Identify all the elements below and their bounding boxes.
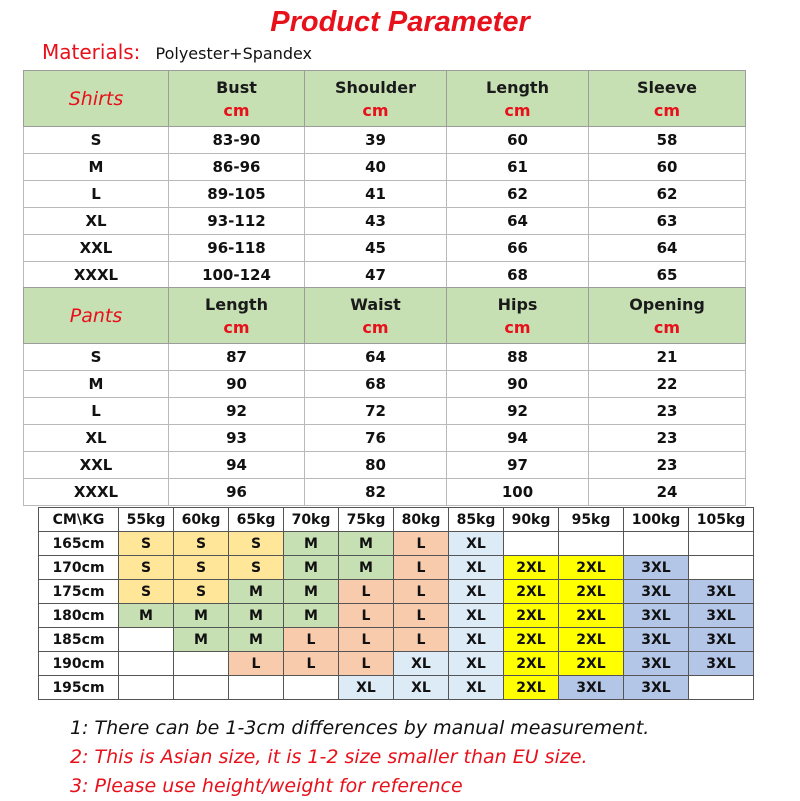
size-cell: XL [394, 652, 449, 676]
size-label-cell: XXXL [24, 262, 169, 289]
table-cell: 64 [447, 208, 589, 235]
weight-header-cell: 95kg [559, 508, 624, 532]
size-cell: 2XL [504, 652, 559, 676]
height-label-cell: 170cm [39, 556, 119, 580]
column-unit: cm [223, 317, 250, 337]
chart-row [39, 676, 754, 700]
size-cell: L [284, 628, 339, 652]
size-cell: 2XL [504, 628, 559, 652]
shirts-header-cell [589, 71, 746, 127]
column-name: Length [205, 294, 268, 314]
chart-row [39, 604, 754, 628]
table-cell: 22 [589, 371, 746, 398]
size-cell: L [394, 604, 449, 628]
column-unit: cm [653, 100, 681, 120]
table-cell: 68 [447, 262, 589, 289]
shirts-header-cell [305, 71, 447, 127]
weight-header-cell: 85kg [449, 508, 504, 532]
pants-category-label: Pants [24, 288, 169, 344]
table-cell: 100 [447, 479, 589, 506]
height-label-cell: 185cm [39, 628, 119, 652]
table-cell: 63 [589, 208, 746, 235]
column-unit: cm [223, 100, 250, 120]
height-label-cell: 165cm [39, 532, 119, 556]
size-cell: XL [339, 676, 394, 700]
size-cell [119, 676, 174, 700]
table-cell: 66 [447, 235, 589, 262]
materials-value: Polyester+Spandex [155, 44, 313, 63]
column-name: Hips [497, 294, 538, 314]
table-cell: 96-118 [169, 235, 305, 262]
size-cell: M [119, 604, 174, 628]
table-cell: 80 [305, 452, 447, 479]
table-cell: 96 [169, 479, 305, 506]
size-cell: L [339, 628, 394, 652]
table-cell: 93-112 [169, 208, 305, 235]
weight-header-cell: 105kg [689, 508, 754, 532]
table-cell: 43 [305, 208, 447, 235]
table-row [24, 154, 746, 181]
size-cell: S [174, 580, 229, 604]
table-cell: 45 [305, 235, 447, 262]
size-cell: L [394, 556, 449, 580]
size-cell: 3XL [689, 580, 754, 604]
column-unit: cm [504, 100, 531, 120]
size-cell: 3XL [624, 556, 689, 580]
size-cell: 2XL [559, 652, 624, 676]
table-row [24, 398, 746, 425]
note-measurement: 1: There can be 1-3cm differences by manual measurement. [70, 717, 650, 739]
size-cell [174, 676, 229, 700]
size-cell: S [119, 556, 174, 580]
notes [70, 714, 649, 801]
pants-header-cell [169, 288, 305, 344]
size-cell: 3XL [624, 628, 689, 652]
size-cell: M [229, 604, 284, 628]
height-label-cell: 180cm [39, 604, 119, 628]
size-cell [174, 652, 229, 676]
chart-header-row [39, 508, 754, 532]
size-cell: XL [449, 676, 504, 700]
pants-header-cell [447, 288, 589, 344]
height-label-cell: 190cm [39, 652, 119, 676]
weight-header-cell: 100kg [624, 508, 689, 532]
shirts-size-table [23, 70, 746, 289]
pants-header-row [24, 288, 746, 344]
column-name: Opening [629, 294, 705, 314]
size-cell: 3XL [624, 604, 689, 628]
table-cell: 41 [305, 181, 447, 208]
table-cell: 65 [589, 262, 746, 289]
table-cell: 86-96 [169, 154, 305, 181]
size-cell: 2XL [559, 580, 624, 604]
table-cell: 62 [589, 181, 746, 208]
size-cell: XL [449, 652, 504, 676]
size-cell: 3XL [689, 628, 754, 652]
table-row [24, 181, 746, 208]
chart-row [39, 580, 754, 604]
size-cell: 2XL [504, 580, 559, 604]
materials-line [42, 39, 312, 65]
table-cell: 23 [589, 425, 746, 452]
column-name: Shoulder [335, 77, 416, 97]
table-row [24, 371, 746, 398]
size-cell: 3XL [624, 652, 689, 676]
table-cell: 23 [589, 398, 746, 425]
column-name: Bust [216, 77, 257, 97]
column-unit: cm [362, 100, 389, 120]
table-row [24, 127, 746, 154]
weight-header-cell: 70kg [284, 508, 339, 532]
table-cell: 68 [305, 371, 447, 398]
size-cell [504, 532, 559, 556]
weight-header-cell: 65kg [229, 508, 284, 532]
size-cell: L [229, 652, 284, 676]
size-cell: M [284, 532, 339, 556]
size-cell: 3XL [559, 676, 624, 700]
height-label-cell: 195cm [39, 676, 119, 700]
table-cell: 60 [589, 154, 746, 181]
chart-row [39, 628, 754, 652]
table-cell: 87 [169, 344, 305, 371]
table-cell: 100-124 [169, 262, 305, 289]
table-row [24, 425, 746, 452]
column-unit: cm [504, 317, 531, 337]
table-cell: 89-105 [169, 181, 305, 208]
size-cell: S [119, 532, 174, 556]
table-cell: 47 [305, 262, 447, 289]
table-cell: 90 [447, 371, 589, 398]
size-cell: L [339, 604, 394, 628]
size-cell: M [229, 628, 284, 652]
size-cell: S [229, 532, 284, 556]
size-cell: XL [449, 604, 504, 628]
table-cell: 61 [447, 154, 589, 181]
size-cell: S [174, 532, 229, 556]
size-cell: 2XL [504, 604, 559, 628]
size-cell: M [339, 532, 394, 556]
size-cell [119, 652, 174, 676]
pants-header-cell [305, 288, 447, 344]
size-label-cell: XL [24, 425, 169, 452]
size-cell: M [174, 604, 229, 628]
size-cell: M [229, 580, 284, 604]
size-label-cell: XXXL [24, 479, 169, 506]
table-cell: 76 [305, 425, 447, 452]
size-cell: L [339, 652, 394, 676]
size-cell [229, 676, 284, 700]
shirts-header-cell [169, 71, 305, 127]
size-label-cell: M [24, 371, 169, 398]
size-label-cell: XL [24, 208, 169, 235]
size-cell: L [339, 580, 394, 604]
shirts-header-cell [447, 71, 589, 127]
chart-corner-label: CM\KG [39, 508, 119, 532]
size-cell: L [394, 580, 449, 604]
table-cell: 62 [447, 181, 589, 208]
table-cell: 94 [169, 452, 305, 479]
table-cell: 64 [589, 235, 746, 262]
table-cell: 82 [305, 479, 447, 506]
table-cell: 39 [305, 127, 447, 154]
shirts-category-label: Shirts [24, 71, 169, 127]
pants-size-table [23, 287, 746, 506]
size-cell [689, 532, 754, 556]
column-name: Waist [350, 294, 401, 314]
table-cell: 93 [169, 425, 305, 452]
table-row [24, 479, 746, 506]
size-label-cell: M [24, 154, 169, 181]
chart-row [39, 532, 754, 556]
size-label-cell: S [24, 127, 169, 154]
note-asian-size: 2: This is Asian size, it is 1-2 size smaller than EU size. [70, 746, 588, 768]
table-cell: 94 [447, 425, 589, 452]
table-cell: 21 [589, 344, 746, 371]
note-reference: 3: Please use height/weight for reference [70, 775, 463, 797]
size-cell: XL [394, 676, 449, 700]
size-cell: 2XL [504, 676, 559, 700]
weight-header-cell: 90kg [504, 508, 559, 532]
size-cell: 3XL [624, 676, 689, 700]
size-cell: XL [449, 580, 504, 604]
size-cell: 3XL [689, 604, 754, 628]
table-row [24, 235, 746, 262]
size-cell: 2XL [559, 556, 624, 580]
size-cell [119, 628, 174, 652]
size-cell: 2XL [559, 628, 624, 652]
size-cell: L [284, 652, 339, 676]
size-cell: 2XL [504, 556, 559, 580]
table-cell: 40 [305, 154, 447, 181]
table-cell: 92 [447, 398, 589, 425]
table-cell: 60 [447, 127, 589, 154]
size-cell [559, 532, 624, 556]
size-cell: L [394, 532, 449, 556]
size-cell [284, 676, 339, 700]
size-cell: XL [449, 556, 504, 580]
table-cell: 64 [305, 344, 447, 371]
size-cell: 3XL [689, 652, 754, 676]
table-cell: 58 [589, 127, 746, 154]
table-cell: 92 [169, 398, 305, 425]
size-label-cell: L [24, 398, 169, 425]
size-cell: M [284, 604, 339, 628]
table-row [24, 208, 746, 235]
size-cell: XL [449, 532, 504, 556]
size-cell: 2XL [559, 604, 624, 628]
size-cell: M [174, 628, 229, 652]
size-label-cell: XXL [24, 452, 169, 479]
size-cell: S [119, 580, 174, 604]
table-row [24, 262, 746, 289]
size-cell [624, 532, 689, 556]
size-cell: M [284, 580, 339, 604]
chart-row [39, 652, 754, 676]
table-cell: 83-90 [169, 127, 305, 154]
size-cell: 3XL [624, 580, 689, 604]
height-label-cell: 175cm [39, 580, 119, 604]
size-cell: XL [449, 628, 504, 652]
size-cell [689, 676, 754, 700]
weight-header-cell: 55kg [119, 508, 174, 532]
weight-header-cell: 80kg [394, 508, 449, 532]
column-unit: cm [653, 317, 681, 337]
table-row [24, 344, 746, 371]
shirts-header-row [24, 71, 746, 127]
size-label-cell: XXL [24, 235, 169, 262]
table-cell: 88 [447, 344, 589, 371]
page-title: Product Parameter [270, 6, 530, 38]
materials-label: Materials: [42, 40, 141, 64]
column-unit: cm [362, 317, 389, 337]
table-row [24, 452, 746, 479]
pants-header-cell [589, 288, 746, 344]
table-cell: 97 [447, 452, 589, 479]
size-cell: S [229, 556, 284, 580]
chart-row [39, 556, 754, 580]
column-name: Length [486, 77, 549, 97]
size-cell: S [174, 556, 229, 580]
size-label-cell: L [24, 181, 169, 208]
size-cell: M [339, 556, 394, 580]
size-label-cell: S [24, 344, 169, 371]
height-weight-size-chart [38, 507, 754, 700]
table-cell: 72 [305, 398, 447, 425]
weight-header-cell: 75kg [339, 508, 394, 532]
weight-header-cell: 60kg [174, 508, 229, 532]
size-cell [689, 556, 754, 580]
column-name: Sleeve [637, 77, 697, 97]
size-cell: L [394, 628, 449, 652]
table-cell: 23 [589, 452, 746, 479]
table-cell: 24 [589, 479, 746, 506]
size-cell: M [284, 556, 339, 580]
table-cell: 90 [169, 371, 305, 398]
